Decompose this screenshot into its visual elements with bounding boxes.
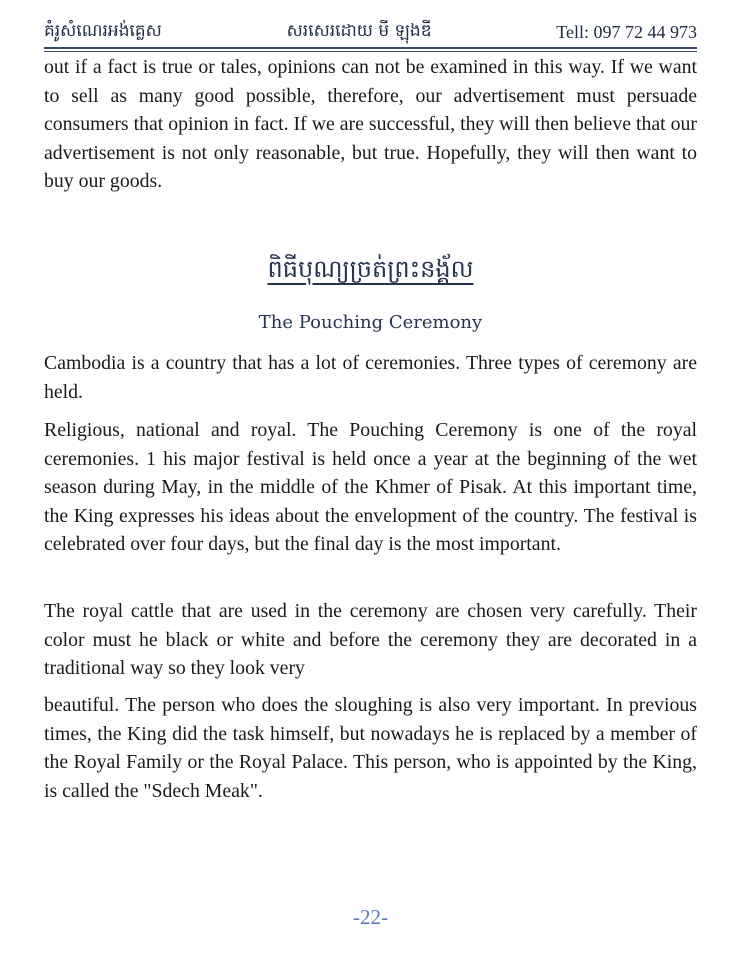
section-title-english: The Pouching Ceremony — [258, 312, 483, 333]
paragraph-text: Religious, national and royal. The Pouching Ceremony is one of the royal ceremonies. 1 his major festival is held once a year at the beginning of the wet season during May, in the middle of the Khmer of Pisak. At this important time, the King expresses his ideas about the envelopment of the country. The festival is celebrated over four days, but the final day is the most important. — [44, 419, 697, 556]
paragraph-3 — [44, 597, 697, 683]
header-phone: Tell: 097 72 44 973 — [556, 21, 697, 42]
header-book-title: គំរូសំណេរអង់គ្លេស — [44, 20, 162, 41]
header-rule-thick — [44, 47, 697, 49]
paragraph-2 — [44, 416, 697, 559]
paragraph-continued — [44, 53, 697, 196]
paragraph-text: The royal cattle that are used in the ceremony are chosen very carefully. Their color must he black or white and before the ceremony they are decorated in a traditional way so they look very — [44, 600, 697, 680]
paragraph-4 — [44, 691, 697, 805]
page-header — [44, 18, 697, 46]
section-title-khmer: ពិធីបុណ្យច្រត់ព្រះនង្គ័ល — [267, 255, 474, 283]
paragraph-text: Cambodia is a country that has a lot of ceremonies. Three types of ceremony are held. — [44, 352, 697, 403]
paragraph-text: beautiful. The person who does the sloughing is also very important. In previous times, the King did the task himself, but nowadays he is replaced by a member of the Royal Family or the Royal Palace. This person, who is appointed by the King, is called the "Sdech Meak". — [44, 694, 697, 802]
header-rule-thin — [44, 51, 697, 52]
header-author: សរសេរដោយ មី ឡុងឌី — [286, 20, 432, 41]
page-number: -22- — [353, 905, 388, 929]
paragraph-1 — [44, 349, 697, 406]
paragraph-text: out if a fact is true or tales, opinions can not be examined in this way. If we want to sell as many good possible, therefore, our advertisement must persuade consumers that opinion in fact. If we are successful, they will then believe that our advertisement is not only reasonable, but true. Hopefully, they will then want to buy our goods. — [44, 56, 697, 193]
